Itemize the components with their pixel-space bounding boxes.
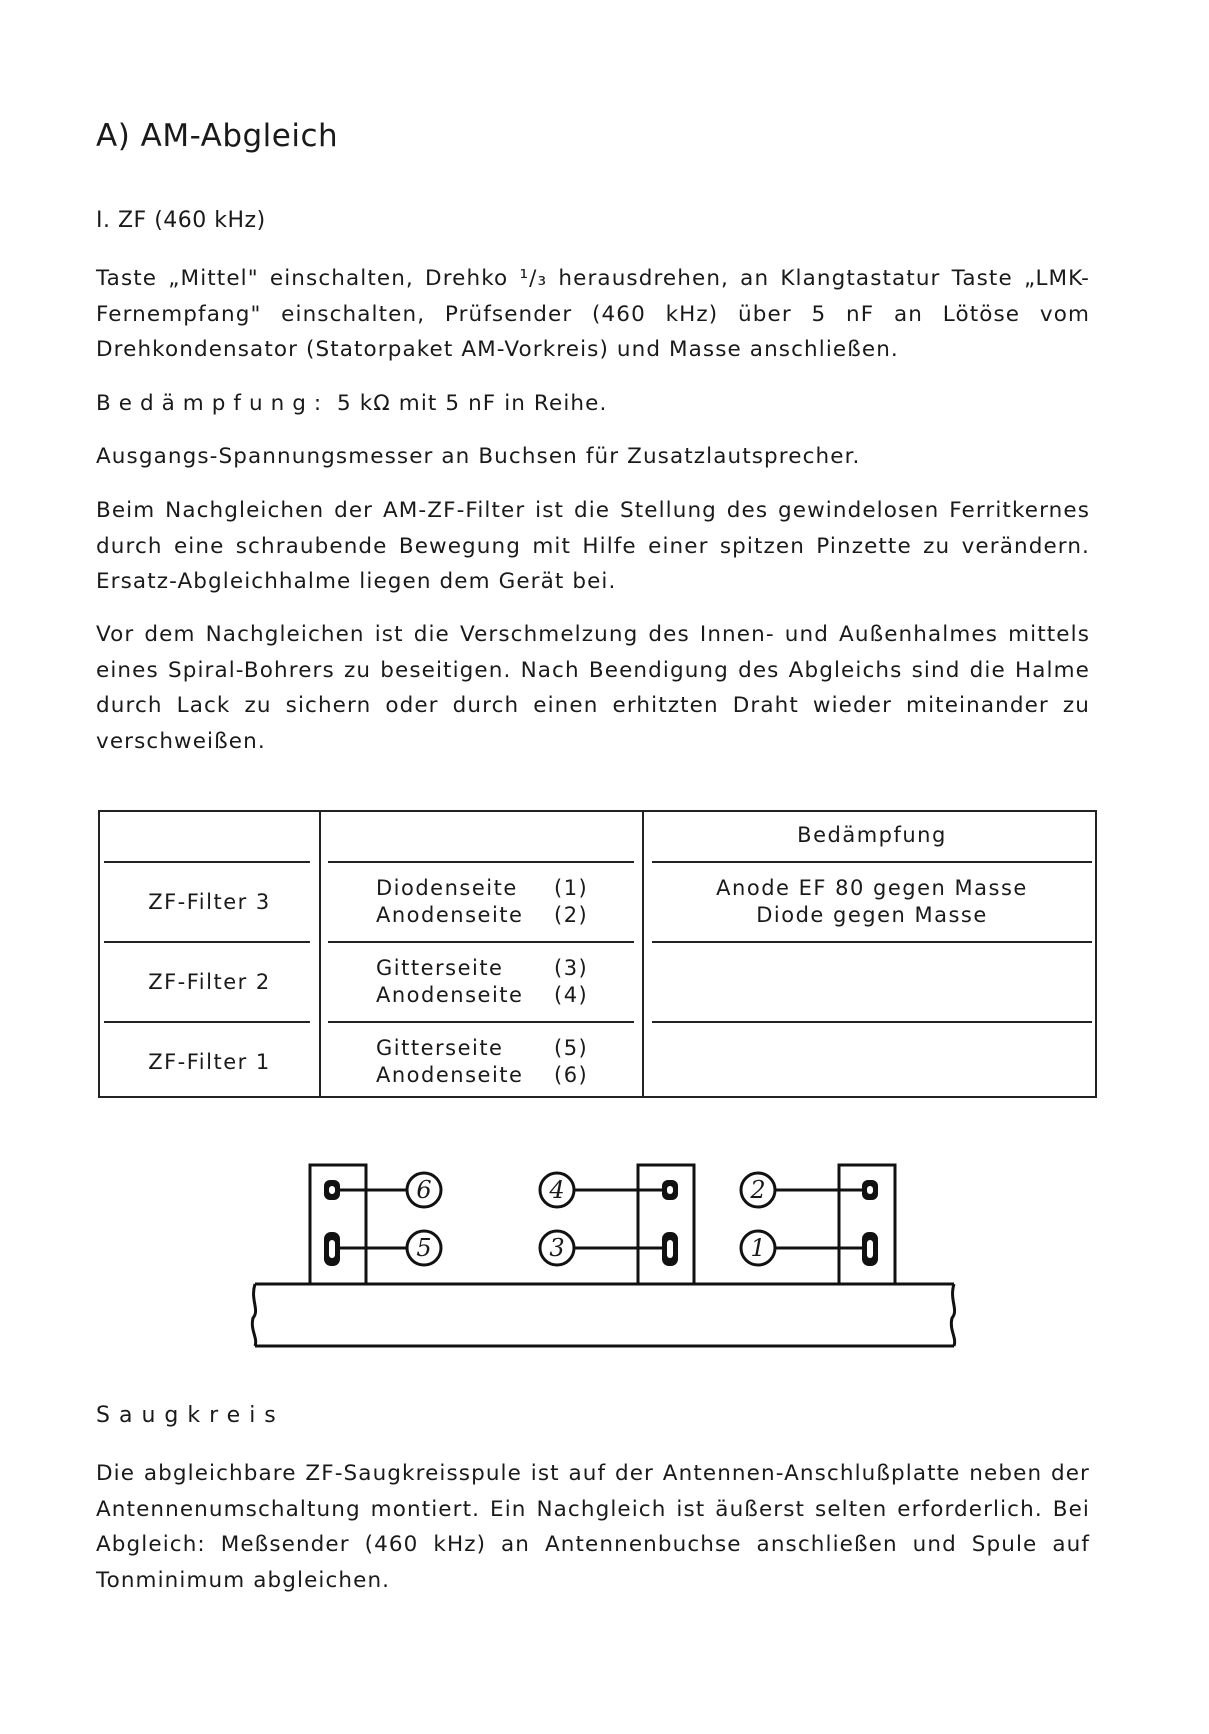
paragraph-verschmelzung: Vor dem Nachgleichen ist die Verschmelzung des Innen- und Außenhalmes mittels eines Spiral-Bohrers zu beseitigen. Nach Beendigung des Abgleichs sind die Halme durch Lack zu sichern oder durch einen erhitzten Draht wieder miteinander zu verschweißen. [96,622,1090,754]
diagram-label-4: 4 [549,1176,565,1204]
side-number: (6) [554,1063,589,1087]
board-left-break [252,1284,255,1346]
paragraph-bedaempfung [96,386,1090,422]
row-sides [376,875,588,929]
board-right-break [951,1284,954,1346]
table-rule [328,861,634,863]
side-label: Gitterseite [376,1036,504,1060]
saugkreis-heading: Saugkreis [96,1403,285,1428]
diagram-drawing [250,1160,960,1355]
table-rule [652,941,1092,943]
filter-position-diagram [250,1160,960,1355]
row-filter: ZF-Filter 1 [148,1050,271,1074]
table-rule [652,1021,1092,1023]
side-label: Anodenseite [376,1063,524,1087]
diagram-label-2: 2 [750,1176,766,1204]
paragraph-instructions: Taste „Mittel" einschalten, Drehko ¹/₃ herausdrehen, an Klangtastatur Taste „LMK-Fernempfang" einschalten, Prüfsender (460 kHz) über 5 nF an Lötöse vom Drehkondensator (Statorpaket AM-Vorkreis) und Masse anschließen. [96,266,1090,362]
diagram-label-6: 6 [416,1176,432,1204]
row-sides [376,955,588,1009]
damping-line: Diode gegen Masse [756,903,988,927]
side-number: (5) [554,1036,589,1060]
table-rule [652,861,1092,863]
header-bedaempfung: Bedämpfung [797,823,947,847]
side-number: (4) [554,983,589,1007]
row-filter: ZF-Filter 3 [148,890,271,914]
filter-table [98,810,1097,1098]
page-title: A) AM-Abgleich [96,118,339,154]
diagram-label-1: 1 [750,1234,766,1262]
table-divider [642,812,644,1096]
side-number: (2) [554,903,589,927]
table-rule [328,1021,634,1023]
bedaempfung-value: 5 kΩ mit 5 nF in Reihe. [337,391,608,416]
side-label: Diodenseite [376,876,518,900]
paragraph-saugkreis: Die abgleichbare ZF-Saugkreisspule ist auf der Antennen-Anschlußplatte neben der Antennenumschaltung montiert. Ein Nachgleich ist äußerst selten erforderlich. Bei Abgleich: Meßsender (460 kHz) an Antennenbuchse anschließen und Spule auf Tonminimum abgleichen. [96,1461,1090,1593]
damping-line: Anode EF 80 gegen Masse [716,876,1028,900]
side-label: Anodenseite [376,903,524,927]
paragraph-nachgleichen: Beim Nachgleichen der AM-ZF-Filter ist die Stellung des gewindelosen Ferritkernes durch eine schraubende Bewegung mit Hilfe einer spitzen Pinzette zu verändern. Ersatz-Abgleichhalme liegen dem Gerät bei. [96,498,1090,594]
table-rule [104,861,310,863]
table-rule [104,1021,310,1023]
row-damping [652,875,1092,929]
side-label: Anodenseite [376,983,524,1007]
table-rule [104,941,310,943]
bedaempfung-label: Bedämpfung: [96,391,330,416]
section-heading: I. ZF (460 kHz) [96,208,266,233]
side-number: (3) [554,956,589,980]
diagram-label-5: 5 [416,1234,432,1262]
side-number: (1) [554,876,589,900]
table-divider [319,812,321,1096]
row-filter: ZF-Filter 2 [148,970,271,994]
diagram-label-3: 3 [549,1234,565,1262]
paragraph-meter: Ausgangs-Spannungsmesser an Buchsen für Zusatzlautsprecher. [96,444,861,469]
table-rule [328,941,634,943]
row-sides [376,1035,588,1089]
side-label: Gitterseite [376,956,504,980]
